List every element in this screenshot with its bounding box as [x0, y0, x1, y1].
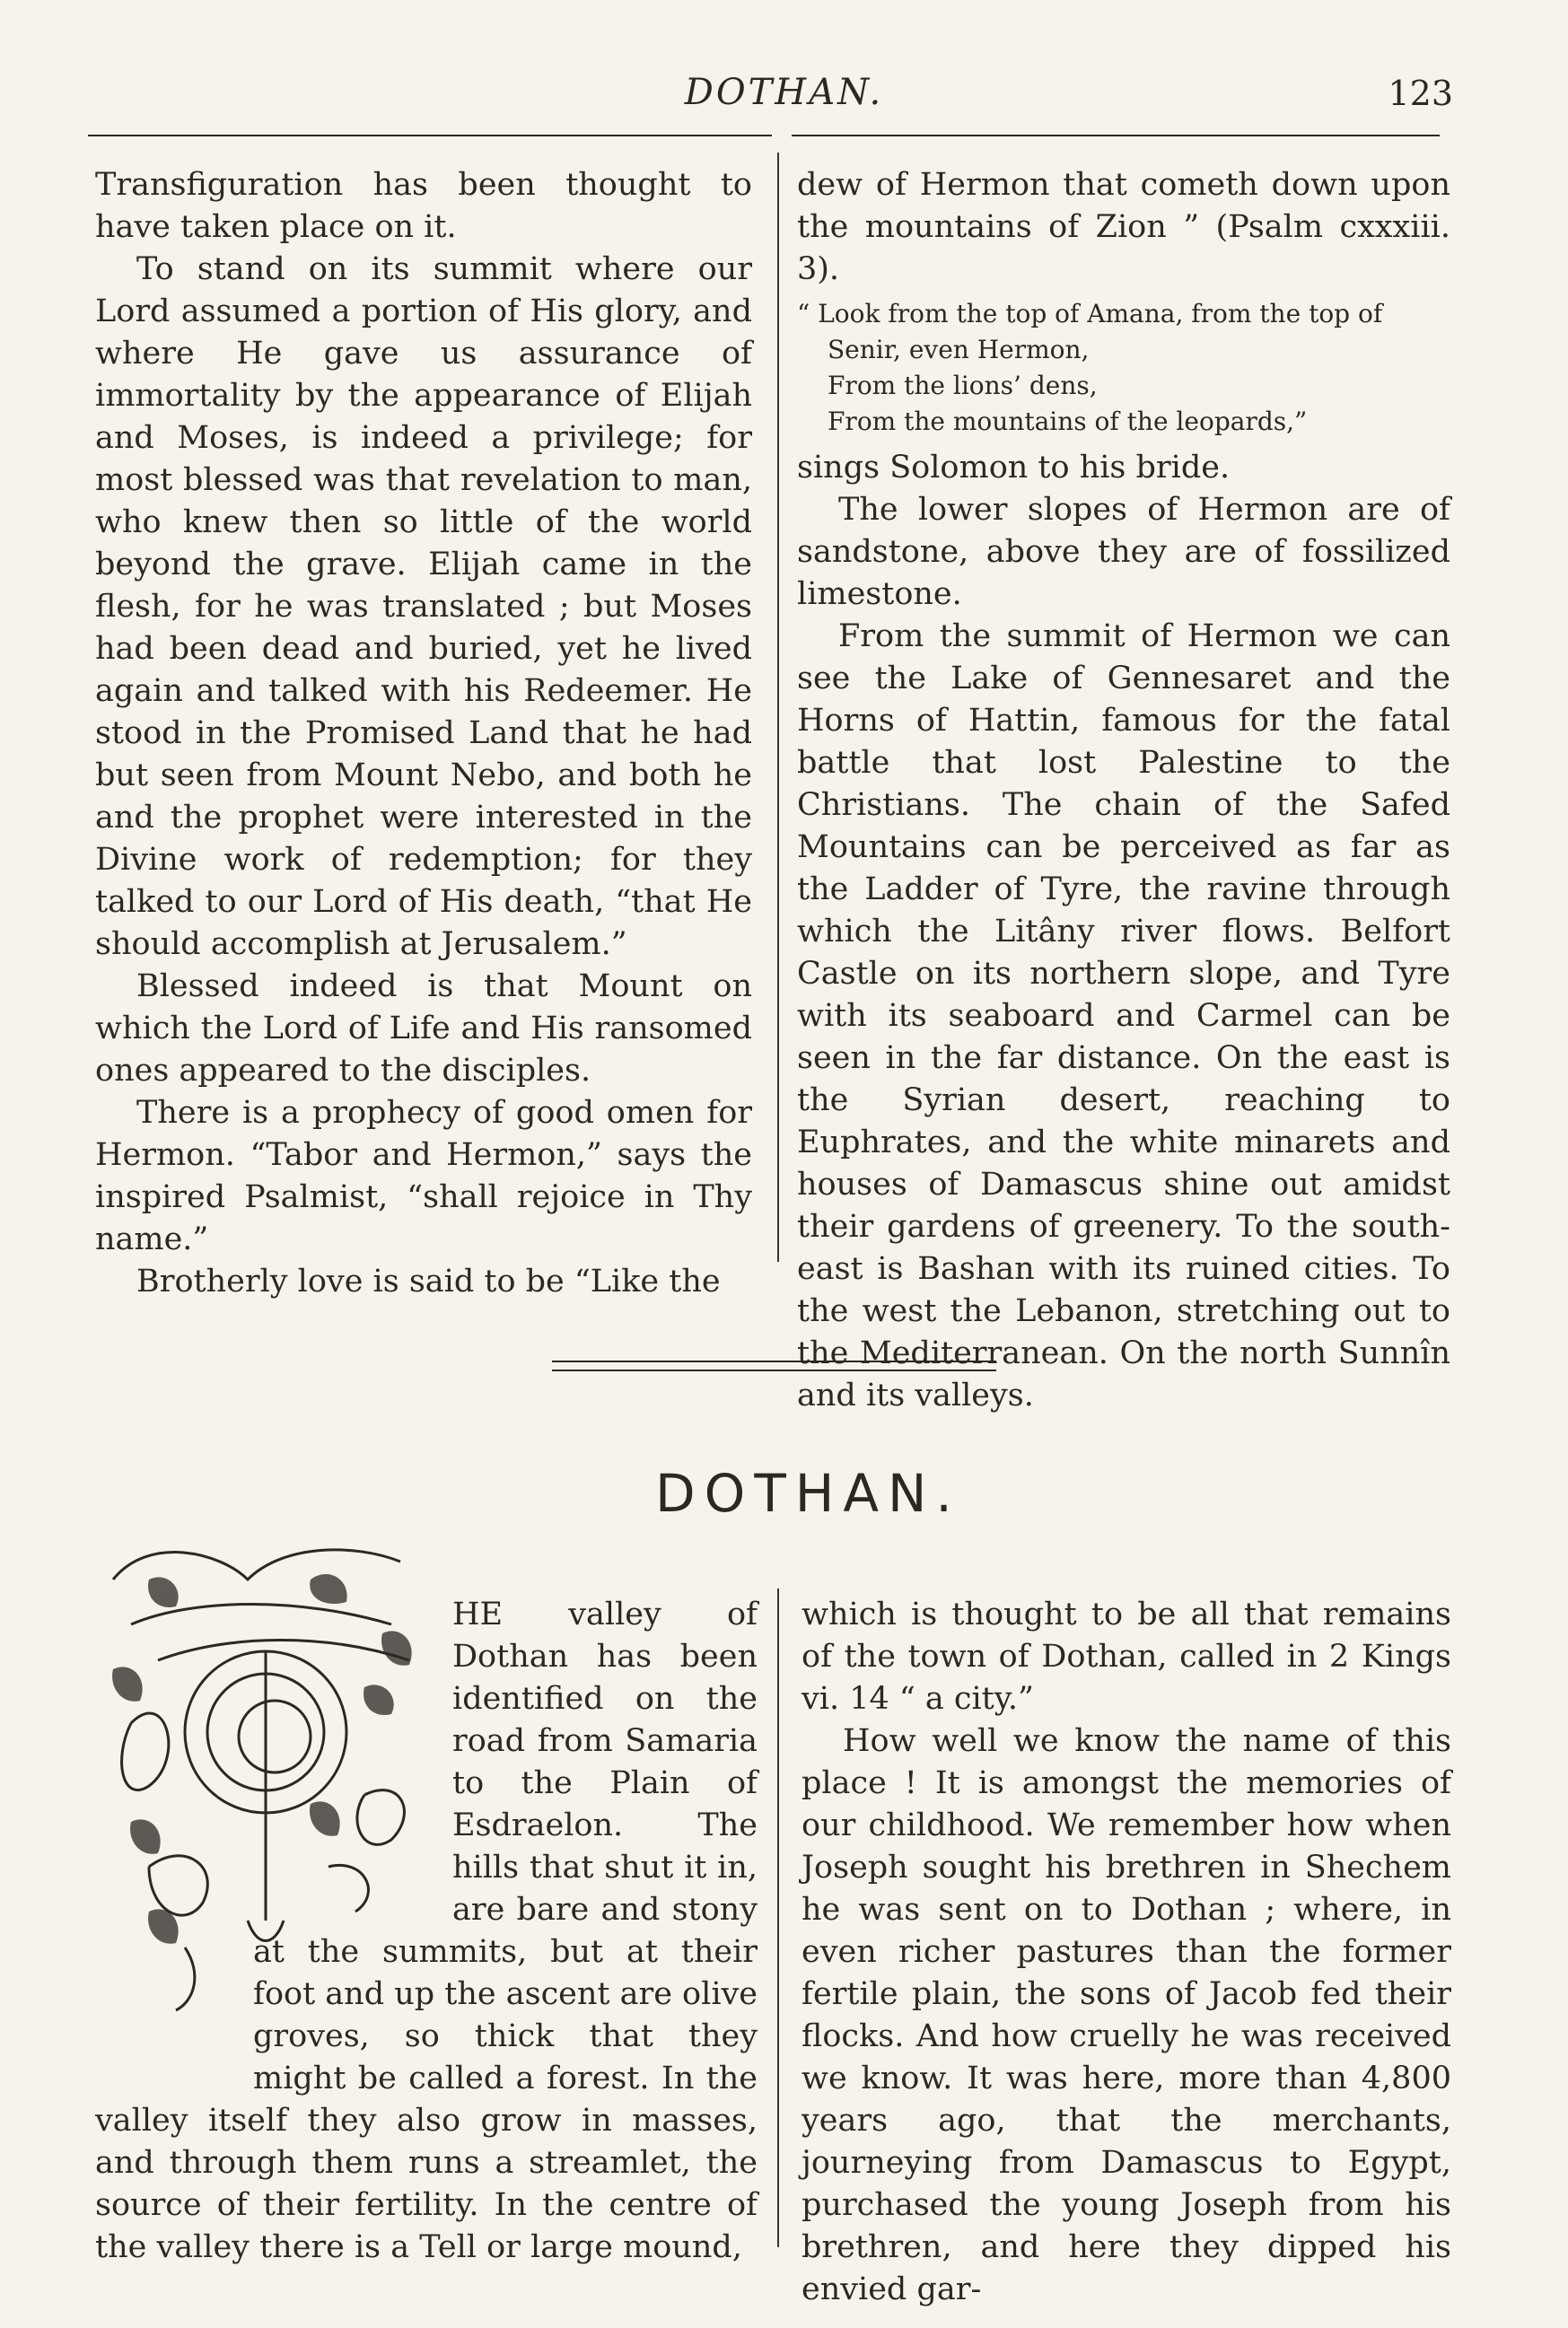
running-title: DOTHAN. [684, 72, 884, 113]
initial-wrap-upper [95, 1594, 452, 1931]
column-divider-top [777, 153, 779, 1262]
top-right-column [797, 164, 1450, 1417]
verse-line: Senir, even Hermon, [828, 335, 1090, 364]
initial-wrap-lower [95, 1931, 253, 2100]
paragraph: dew of Hermon that cometh down upon the mountains of Zion ” (Psalm cxxxiii. 3). [797, 167, 1450, 287]
section-rule-top [552, 1361, 996, 1362]
bottom-right-column [802, 1594, 1451, 2311]
bottom-left-column [95, 1594, 758, 2269]
paragraph: The lower slopes of Hermon are of sandstone, above they are of fossilized limestone. [797, 492, 1450, 612]
verse-quotation [797, 296, 1450, 440]
column-divider-bottom [777, 1588, 779, 2247]
paragraph: sings Solomon to his bride. [797, 450, 1231, 486]
paragraph: Transfiguration has been thought to have taken place on it. [95, 167, 752, 245]
verse-line: From the mountains of the leopards,” [828, 407, 1308, 436]
paragraph: From the summit of Hermon we can see the Lake of Gennesaret and the Horns of Hattin, famous for the fatal battle that lost Palestine to the Christians. The chain of the Safed Mountains can be perceived as far as the Ladder of Tyre, the ravine through which the Litâny river flows. Belfort Castle on its northern slope, and Tyre with its seaboard and Carmel can be seen in the far distance. On the east is the Syrian desert, reaching to Euphrates, and the white minarets and houses of Damascus shine out amidst their gardens of greenery. To the south-east is Bashan with its ruined cities. To the west the Lebanon, stretching out to the Mediterranean. On the north Sunnîn and its valleys. [797, 618, 1450, 1413]
top-left-column [95, 164, 752, 1303]
paragraph: which is thought to be all that remains of the town of Dothan, called in 2 Kings vi. 14 “ a city.” [802, 1597, 1451, 1717]
header-rule-right [792, 135, 1440, 136]
running-head [0, 65, 1568, 118]
verse-line: From the lions’ dens, [828, 371, 1098, 400]
page-number: 123 [1388, 74, 1453, 113]
paragraph: How well we know the name of this place ! It is amongst the memories of our childhood. We remember how when Joseph sought his brethren in Shechem he was sent on to Dothan ; where, in even richer pastures than the former fertile plain, the sons of Jacob fed their flocks. And how cruelly he was received we know. It was here, more than 4,800 years ago, that the merchants, journeying from Damascus to Egypt, purchased the young Joseph from his brethren, and here they dipped his envied gar- [802, 1723, 1451, 2307]
section-rule-bottom [552, 1370, 996, 1371]
header-rule-left [88, 135, 772, 136]
paragraph: To stand on its summit where our Lord assumed a portion of His glory, and where He gave us assurance of immortality by the appearance of Elijah and Moses, is indeed a privilege; for most blessed was that revelation to man, who knew then so little of the world beyond the grave. Elijah came in the flesh, for he was translated ; but Moses had been dead and buried, yet he lived again and talked with his Redeemer. He stood in the Promised Land that he had but seen from Mount Nebo, and both he and the prophet were interested in the Divine work of redemption; for they talked to our Lord of His death, “that He should accomplish at Jerusalem.” [95, 251, 752, 962]
chapter-title: DOTHAN. [655, 1463, 961, 1524]
paragraph: There is a prophecy of good omen for Hermon. “Tabor and Hermon,” says the inspired Psalmist, “shall rejoice in Thy name.” [95, 1095, 752, 1257]
paragraph: Brotherly love is said to be “Like the [136, 1264, 721, 1300]
verse-line: “ Look from the top of Amana, from the top of [797, 299, 1383, 328]
paragraph: Blessed indeed is that Mount on which the Lord of Life and His ransomed ones appeared to the disciples. [95, 968, 752, 1089]
paragraph: HE valley of Dothan has been identified on the road from Samaria to the Plain of Esdraelon. The hills that shut it in, are bare and stony at the summits, but at their foot and up the ascent are olive groves, so thick that they might be called a forest. In the valley itself they also grow in masses, and through them runs a streamlet, the source of their fertility. In the centre of the valley there is a Tell or large mound, [95, 1597, 758, 2265]
